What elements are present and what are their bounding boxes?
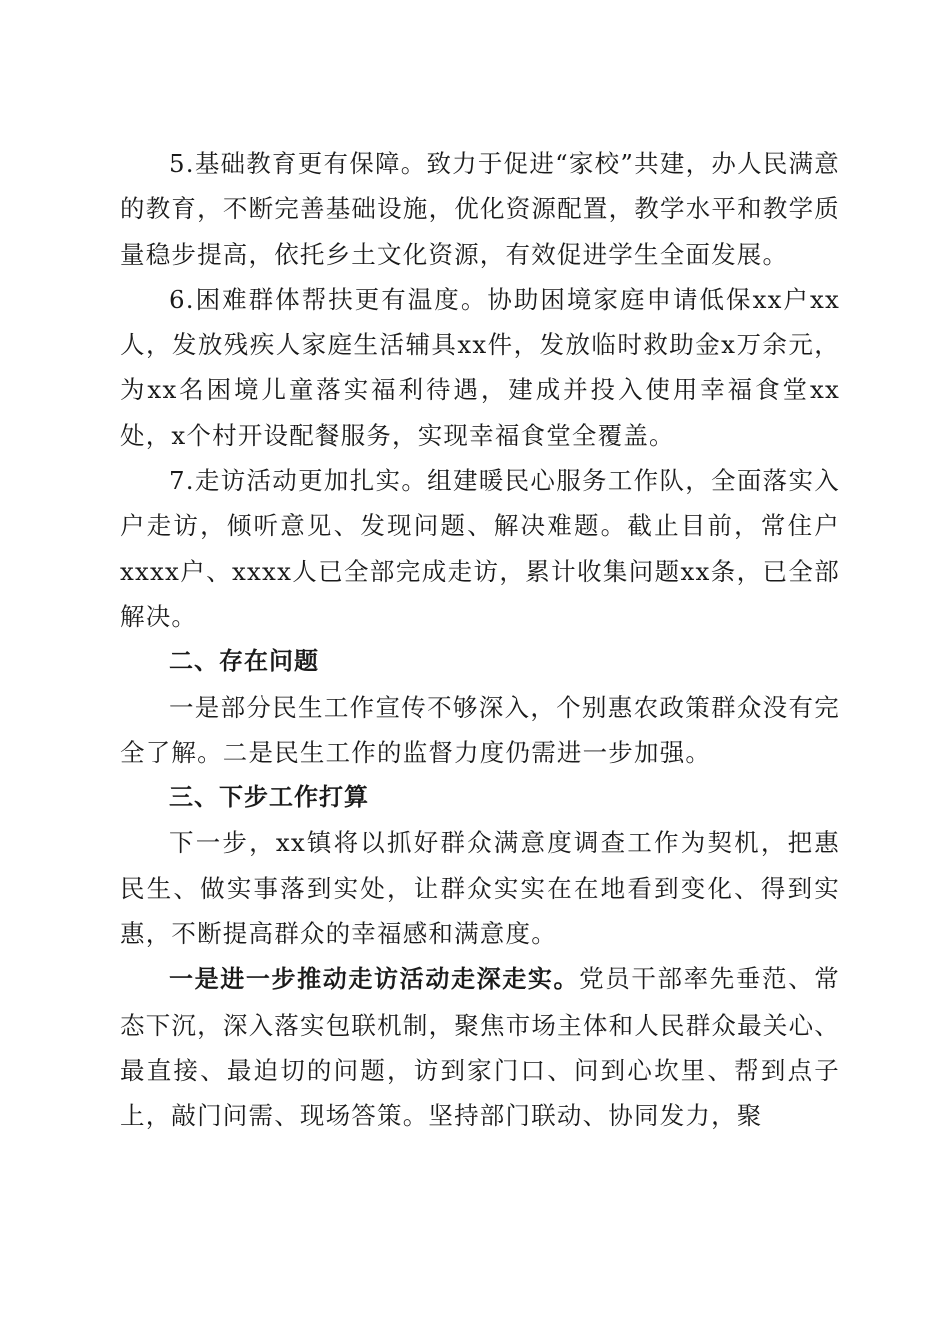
paragraph-basic-education: 5.基础教育更有保障。致力于促进“家校”共建，办人民满意的教育，不断完善基础设施，优化资源配置，教学水平和教学质量稳步提高，依托乡土文化资源，有效促进学生全面发展。 (120, 149, 840, 269)
paragraph-existing-problems: 一是部分民生工作宣传不够深入，个别惠农政策群众没有完全了解。二是民生工作的监督力度仍需进一步加强。 (120, 692, 840, 767)
section-heading-next-steps: 三、下步工作打算 (169, 783, 369, 812)
paragraph-hardship-assistance: 6.困难群体帮扶更有温度。协助困境家庭申请低保xx户xx人，发放残疾人家庭生活辅具xx件，发放临时救助金x万余元，为xx名困境儿童落实福利待遇，建成并投入使用幸福食堂xx处，x个村开设配餐服务，实现幸福食堂全覆盖。 (120, 284, 840, 450)
document-page (120, 141, 840, 1139)
item-1-body: 党员干部率先垂范、常态下沉，深入落实包联机制，聚焦市场主体和人民群众最关心、最直接、最迫切的问题，访到家门口、问到心坎里、帮到点子上，敲门问需、现场答策。坚持部门联动、协同发力，聚 (120, 964, 840, 1131)
paragraph-next-steps-intro: 下一步，xx镇将以抓好群众满意度调查工作为契机，把惠民生、做实事落到实处，让群众实实在在地看到变化、得到实惠，不断提高群众的幸福感和满意度。 (120, 828, 840, 949)
item-1-lead-sentence: 一是进一步推动走访活动走深走实。 (169, 965, 580, 994)
paragraph-visit-activities: 7.走访活动更加扎实。组建暖民心服务工作队，全面落实入户走访，倾听意见、发现问题、解决难题。截止目前，常住户xxxx户、xxxx人已全部完成走访，累计收集问题xx条，已全部解决。 (120, 466, 840, 631)
paragraph-next-steps-item-1 (120, 956, 840, 1138)
section-heading-existing-problems: 二、存在问题 (169, 647, 319, 676)
